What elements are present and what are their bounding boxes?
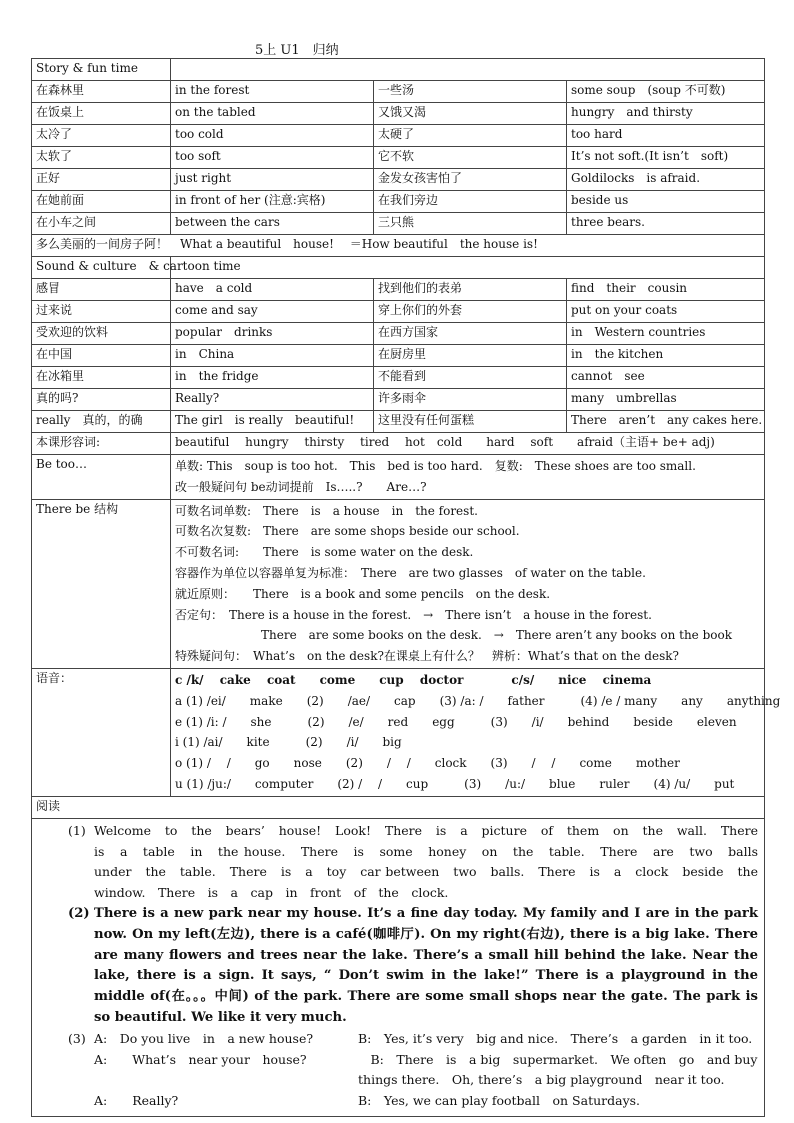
en-phrase: too hard: [567, 125, 765, 147]
there-be-line: 特殊疑问句： What’s on the desk?在课桌上有什么？ 辨析：What’s that on the desk?: [175, 649, 679, 664]
en-phrase: put on your coats: [567, 301, 765, 323]
vocab-row: [32, 169, 765, 191]
be-too-row: [32, 455, 765, 500]
en-phrase: just right: [171, 169, 374, 191]
there-be-line: There are some books on the desk. → There aren’t any books on the book: [261, 628, 732, 643]
en-phrase: in China: [171, 345, 374, 367]
en-phrase: in Western countries: [567, 323, 765, 345]
en-phrase: Really?: [171, 389, 374, 411]
en-phrase: too soft: [171, 147, 374, 169]
phonics-line: a (1) /ei/ make (2) /ae/ cap (3) /a: / father (4) /e / many any anything: [175, 693, 781, 708]
there-be-line: 可数名词单数: There is a house in the forest.: [175, 503, 478, 518]
cn-phrase: 感冒: [32, 279, 171, 301]
en-phrase: There aren’t any cakes here.: [567, 411, 765, 433]
passage-number: (2): [68, 905, 90, 921]
there-be-row: [32, 499, 765, 668]
cn-phrase: 这里没有任何蛋糕: [374, 411, 567, 433]
there-be-line: 否定句： There is a house in the forest. → There isn’t a house in the forest.: [175, 607, 652, 622]
reading-passage: [32, 904, 764, 1029]
be-too-content: [171, 455, 765, 500]
exclaim-row: [32, 235, 765, 257]
phonics-line: c /k/ cake coat come cup doctor c/s/ nice cinema: [175, 672, 652, 687]
reading-label: 阅读: [32, 796, 765, 818]
vocab-row: [32, 323, 765, 345]
speaker-b: B: Yes, it’s very big and nice. There’s a garden in it too.: [358, 1030, 753, 1046]
dialogue-line: [68, 1029, 764, 1050]
phonics-label: 语音：: [32, 668, 171, 796]
phonics-line: u (1) /ju:/ computer (2) / / cup (3) /u:/ blue ruler (4) /u/ put: [175, 776, 735, 791]
en-phrase: Goldilocks is afraid.: [567, 169, 765, 191]
cn-phrase: 在西方国家: [374, 323, 567, 345]
en-phrase: popular drinks: [171, 323, 374, 345]
section-header-row: [32, 257, 765, 279]
passage-number: [68, 1091, 94, 1112]
cn-phrase: 在冰箱里: [32, 367, 171, 389]
there-be-content: [171, 499, 765, 668]
be-too-line: 单数: This soup is too hot. This bed is too hard. 复数: These shoes are too small.: [175, 459, 696, 473]
passage-number: (3): [68, 1030, 86, 1046]
vocab-row: [32, 147, 765, 169]
cn-phrase: 在中国: [32, 345, 171, 367]
be-too-label: Be too…: [32, 455, 171, 500]
cn-phrase: 受欢迎的饮料: [32, 323, 171, 345]
cn-phrase: 正好: [32, 169, 171, 191]
reading-passage: [32, 821, 771, 904]
en-phrase: on the tabled: [171, 103, 374, 125]
vocab-row: [32, 213, 765, 235]
cn-phrase: 一些汤: [374, 81, 567, 103]
adjective-list: beautiful hungry thirsty tired hot cold hard soft afraid（主语+ be+ adj): [171, 433, 765, 455]
passage-text: There is a new park near my house. It’s a fine day today. My family and I are in the park now. On my left(左边), there is a café(咖啡厅). On my right(右边), there is a big lake. There are many flowers and trees near the lake. There’s a small hill behind the lake. Near the lake, there is a sign. It says, “ Don’t swim in the lake!” There is a playground in the middle of(在。。。中间) of the park. There are some small shops near the gate. The park is so beautiful. We like it very much.: [94, 905, 758, 1025]
page-title: 5上 U1 归纳: [255, 43, 339, 58]
en-phrase: in front of her (注意:宾格): [171, 191, 374, 213]
dialogue-line: [68, 1050, 764, 1092]
passage-number: [68, 1050, 94, 1092]
cn-phrase: 太硬了: [374, 125, 567, 147]
speaker-a: A: Do you live in a new house?: [94, 1030, 314, 1046]
cn-phrase: 金发女孩害怕了: [374, 169, 567, 191]
en-phrase: have a cold: [171, 279, 374, 301]
cn-phrase: 不能看到: [374, 367, 567, 389]
reading-content: [32, 818, 771, 1116]
en-phrase: three bears.: [567, 213, 765, 235]
exclamation-sentence: 多么美丽的一间房子阿！ What a beautiful house! ＝How beautiful the house is!: [32, 235, 765, 257]
vocab-row: [32, 81, 765, 103]
cn-phrase: 又饿又渴: [374, 103, 567, 125]
cn-phrase: 太冷了: [32, 125, 171, 147]
cn-phrase: 三只熊: [374, 213, 567, 235]
cn-phrase: 在她前面: [32, 191, 171, 213]
phonics-line: e (1) /i: / she (2) /e/ red egg (3) /i/ behind beside eleven: [175, 714, 737, 729]
header-blank: [171, 59, 765, 81]
en-phrase: It’s not soft.(It isn’t soft): [567, 147, 765, 169]
cn-phrase: 在厨房里: [374, 345, 567, 367]
en-phrase: in the fridge: [171, 367, 374, 389]
cn-phrase: 在小车之间: [32, 213, 171, 235]
vocab-row: [32, 279, 765, 301]
summary-table: [31, 58, 781, 1117]
section-header: Sound & culture & cartoon time: [32, 257, 171, 279]
vocab-row: [32, 389, 765, 411]
section-header-row: [32, 59, 765, 81]
speaker-a: A: Really?: [94, 1093, 179, 1109]
phonics-row: [32, 668, 765, 796]
en-phrase: beside us: [567, 191, 765, 213]
cn-phrase: 许多雨伞: [374, 389, 567, 411]
there-be-label: There be 结构: [32, 499, 171, 668]
en-phrase: some soup (soup 不可数): [567, 81, 765, 103]
vocab-row: [32, 411, 765, 433]
adjective-row: [32, 433, 765, 455]
there-be-line: 可数名次复数: There are some shops beside our school.: [175, 524, 520, 539]
phonics-line: i (1) /ai/ kite (2) /i/ big: [175, 735, 402, 750]
vocab-row: [32, 345, 765, 367]
vocab-row: [32, 125, 765, 147]
section-header: Story & fun time: [32, 59, 171, 81]
en-phrase: in the kitchen: [567, 345, 765, 367]
cn-phrase: 它不软: [374, 147, 567, 169]
reading-header-row: [32, 796, 765, 818]
en-phrase: in the forest: [171, 81, 374, 103]
cn-phrase: 在森林里: [32, 81, 171, 103]
there-be-line: 不可数名词: There is some water on the desk.: [175, 545, 474, 560]
header-blank: [171, 257, 765, 279]
en-phrase: between the cars: [171, 213, 374, 235]
vocab-row: [32, 191, 765, 213]
dialogue-line: [68, 1091, 764, 1112]
there-be-line: 容器作为单位以容器单复为标准： There are two glasses of water on the table.: [175, 565, 646, 580]
dialogue: [32, 1029, 764, 1112]
there-be-line: 就近原则： There is a book and some pencils on the desk.: [175, 586, 551, 601]
phonics-line: o (1) / / go nose (2) / / clock (3) / / come mother: [175, 756, 680, 771]
passage-text: Welcome to the bears’ house! Look! There is a picture of them on the wall. There is a table in the house. There is some honey on the table. There are two balls under the table. There is a toy car between two balls. There is a clock beside the window. There is a cap in front of the clock.: [94, 822, 771, 901]
cn-phrase: 在饭桌上: [32, 103, 171, 125]
adjective-label: 本课形容词:: [32, 433, 171, 455]
en-phrase: many umbrellas: [567, 389, 765, 411]
vocab-row: [32, 367, 765, 389]
cn-phrase: 太软了: [32, 147, 171, 169]
en-phrase: find their cousin: [567, 279, 765, 301]
cn-phrase: 真的吗?: [32, 389, 171, 411]
phonics-content: [171, 668, 781, 796]
en-phrase: come and say: [171, 301, 374, 323]
speaker-a: A: What’s near your house?: [94, 1051, 307, 1067]
vocab-row: [32, 301, 765, 323]
vocab-row: [32, 103, 765, 125]
cn-phrase: really 真的，的确: [32, 411, 171, 433]
reading-row: [32, 818, 765, 1116]
speaker-b: B: There is a big supermarket. We often go and buy things there. Oh, there’s a big playground near it too.: [358, 1051, 758, 1088]
en-phrase: too cold: [171, 125, 374, 147]
passage-number: (1): [68, 822, 86, 838]
en-phrase: cannot see: [567, 367, 765, 389]
cn-phrase: 穿上你们的外套: [374, 301, 567, 323]
en-phrase: hungry and thirsty: [567, 103, 765, 125]
speaker-b: B: Yes, we can play football on Saturdays.: [358, 1093, 641, 1109]
cn-phrase: 过来说: [32, 301, 171, 323]
en-phrase: The girl is really beautiful!: [171, 411, 374, 433]
cn-phrase: 在我们旁边: [374, 191, 567, 213]
be-too-line: 改一般疑问句 be动词提前 Is…..? Are…?: [175, 479, 427, 494]
cn-phrase: 找到他们的表弟: [374, 279, 567, 301]
